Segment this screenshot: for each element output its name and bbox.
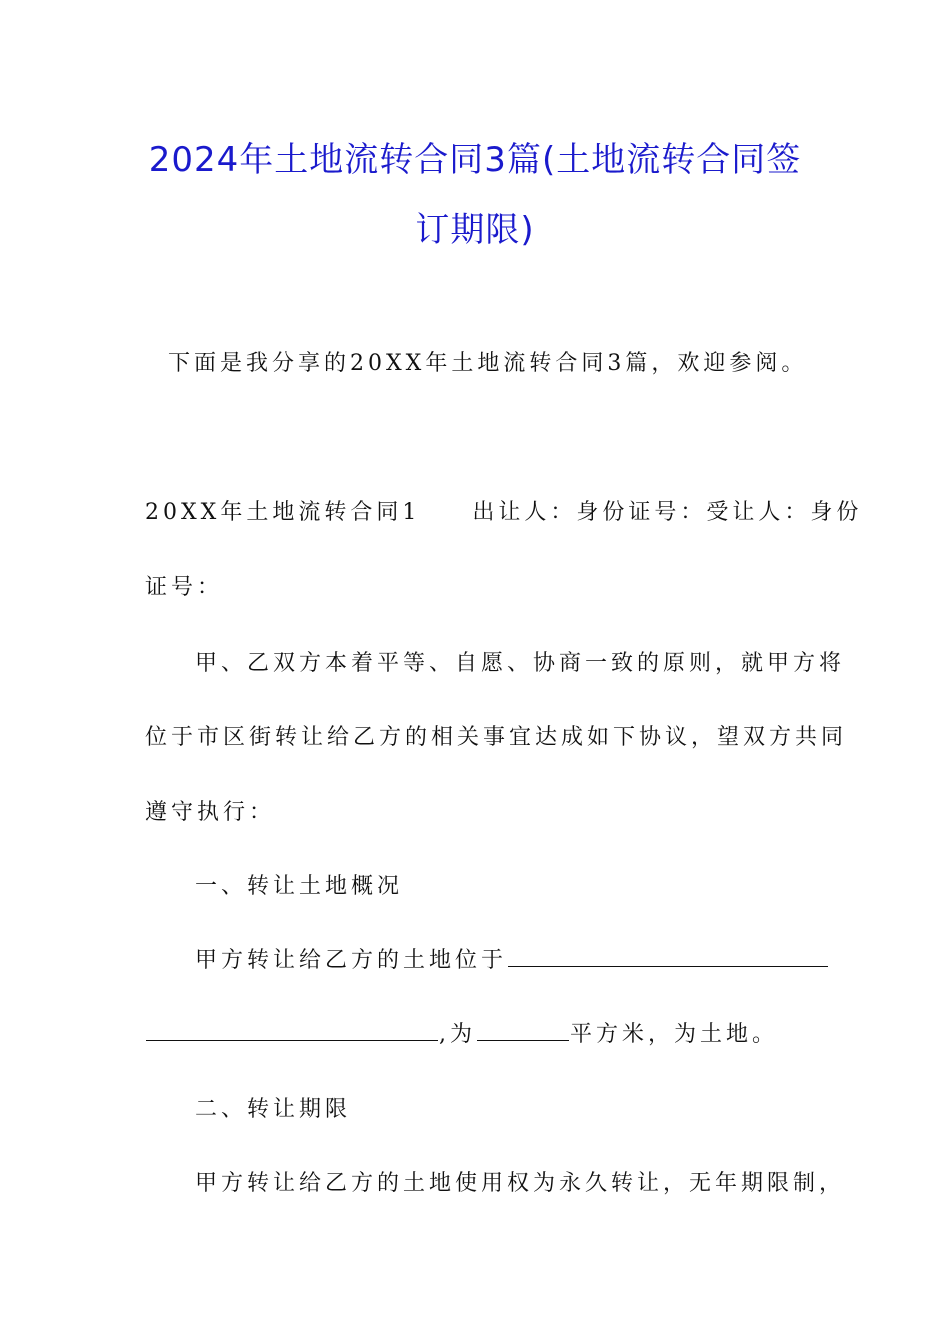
contract-1-paragraph-line-2: 位于市区街转让给乙方的相关事宜达成如下协议，望双方共同 [145, 725, 848, 750]
section-2-title: 二、转让期限 [195, 1097, 352, 1122]
section-1-text-a: 甲方转让给乙方的土地位于 [195, 948, 508, 973]
contract-1-heading-cont: 证号： [145, 575, 224, 600]
section-1-text-line-1 [195, 943, 860, 974]
contract-1-paragraph-line-3: 遵守执行： [145, 800, 276, 825]
document-title-line-1: 2024年土地流转合同3篇(土地流转合同签 [148, 140, 802, 180]
contract-1-paragraph-line-1: 甲、乙双方本着平等、自愿、协商一致的原则，就甲方将 [195, 651, 846, 676]
section-1-text-c: 平方米，为土地。 [570, 1022, 779, 1047]
location-blank-field [508, 944, 828, 967]
section-2-text: 甲方转让给乙方的土地使用权为永久转让，无年期限制， [195, 1171, 846, 1196]
location-blank-field-cont [146, 1018, 438, 1041]
area-blank-field [477, 1018, 569, 1041]
section-1-title: 一、转让土地概况 [195, 874, 404, 899]
contract-1-heading: 20XX年土地流转合同1 出让人：身份证号：受让人：身份 [145, 500, 863, 525]
section-1-text-b: ,为 [439, 1022, 476, 1047]
section-1-text-line-2 [145, 1017, 810, 1048]
intro-paragraph: 下面是我分享的20XX年土地流转合同3篇，欢迎参阅。 [168, 351, 808, 376]
document-title-line-2: 订期限) [415, 210, 535, 250]
